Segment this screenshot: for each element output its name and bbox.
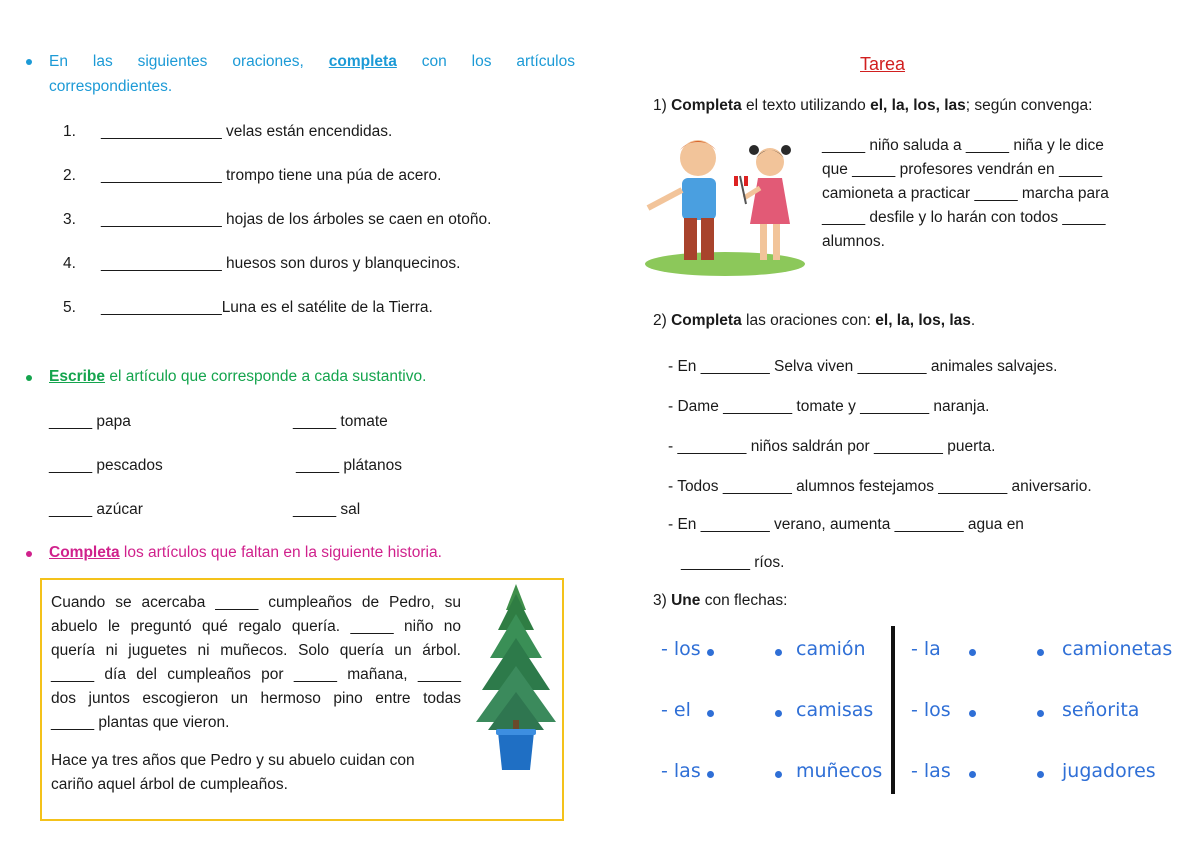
bullet-icon <box>26 551 32 557</box>
section1-instruction: En las siguientes oraciones, completa con los artículos <box>49 53 575 70</box>
match-article: - los <box>911 699 951 721</box>
story-line: cariño aquel árbol de cumpleaños. <box>51 776 288 793</box>
match-noun: señorita <box>1062 699 1140 721</box>
q2-sentence: - En ________ Selva viven ________ animales salvajes. <box>668 358 1058 375</box>
page-title: Tarea <box>860 54 906 74</box>
q1-instruction: 1) Completa el texto utilizando el, la, los, las; según convenga: <box>653 97 1093 114</box>
q2-sentence: - En ________ verano, aumenta ________ agua en <box>668 516 1024 533</box>
q1-text-line: que _____ profesores vendrán en _____ <box>822 161 1103 178</box>
list-item: ______________Luna es el satélite de la Tierra. <box>101 299 433 316</box>
story-line: _____ día del cumpleaños por _____ mañana, _____ <box>51 666 461 683</box>
story-line: quería ni juguetes ni muñecos. Solo quería un árbol. <box>51 642 461 659</box>
item-number: 3. <box>63 211 76 228</box>
q2-sentence: - Todos ________ alumnos festejamos ________ aniversario. <box>668 478 1092 495</box>
word-item: _____ pescados <box>49 457 163 474</box>
list-item: ______________ hojas de los árboles se caen en otoño. <box>101 211 492 228</box>
match-noun: jugadores <box>1062 760 1156 782</box>
story-line: Cuando se acercaba _____ cumpleaños de Pedro, su <box>51 594 461 611</box>
match-dot[interactable] <box>775 710 782 717</box>
children-illustration <box>640 128 810 278</box>
match-article: - los <box>661 638 701 660</box>
section1-instruction-line2: correspondientes. <box>49 78 173 95</box>
list-item: ______________ velas están encendidas. <box>101 123 393 140</box>
match-noun: camisas <box>796 699 874 721</box>
match-dot[interactable] <box>1037 710 1044 717</box>
q2-instruction: 2) Completa las oraciones con: el, la, los, las. <box>653 312 976 329</box>
q1-text-line: _____ desfile y lo harán con todos _____ <box>822 209 1106 226</box>
match-dot[interactable] <box>1037 649 1044 656</box>
match-article: - el <box>661 699 691 721</box>
match-article: - la <box>911 638 941 660</box>
divider-line <box>891 626 895 794</box>
list-item: ______________ trompo tiene una púa de acero. <box>101 167 442 184</box>
word-item: _____ plátanos <box>296 457 403 474</box>
match-dot[interactable] <box>707 710 714 717</box>
match-noun: camionetas <box>1062 638 1173 660</box>
story-line: Hace ya tres años que Pedro y su abuelo cuidan con <box>51 752 415 769</box>
bullet-icon <box>26 375 32 381</box>
word-item: _____ azúcar <box>49 501 143 518</box>
match-noun: muñecos <box>796 760 883 782</box>
match-dot[interactable] <box>707 649 714 656</box>
word-item: _____ papa <box>49 413 131 430</box>
q1-text-line: alumnos. <box>822 233 885 250</box>
match-article: - las <box>911 760 951 782</box>
match-dot[interactable] <box>775 771 782 778</box>
word-item: _____ sal <box>293 501 361 518</box>
story-line: abuelo le preguntó qué regalo quería. _____ niño no <box>51 618 461 635</box>
q1-text-line: _____ niño saluda a _____ niña y le dice <box>822 137 1104 154</box>
item-number: 1. <box>63 123 76 140</box>
q3-instruction: 3) Une con flechas: <box>653 592 788 609</box>
match-noun: camión <box>796 638 866 660</box>
section3-instruction: Completa los artículos que faltan en la siguiente historia. <box>49 544 442 561</box>
section2-instruction: Escribe el artículo que corresponde a cada sustantivo. <box>49 368 427 385</box>
match-dot[interactable] <box>775 649 782 656</box>
q1-text-line: camioneta a practicar _____ marcha para <box>822 185 1109 202</box>
pine-tree-icon <box>468 580 560 775</box>
item-number: 2. <box>63 167 76 184</box>
word-item: _____ tomate <box>293 413 388 430</box>
q2-sentence: - ________ niños saldrán por ________ puerta. <box>668 438 996 455</box>
item-number: 5. <box>63 299 76 316</box>
story-line: dos juntos escogieron un hermoso pino entre todas <box>51 690 461 707</box>
story-line: _____ plantas que vieron. <box>51 714 230 731</box>
story-box <box>40 578 564 821</box>
match-article: - las <box>661 760 701 782</box>
match-dot[interactable] <box>969 771 976 778</box>
list-item: ______________ huesos son duros y blanquecinos. <box>101 255 461 272</box>
bullet-icon <box>26 59 32 65</box>
match-dot[interactable] <box>969 710 976 717</box>
item-number: 4. <box>63 255 76 272</box>
match-dot[interactable] <box>1037 771 1044 778</box>
q2-sentence: ________ ríos. <box>681 554 785 571</box>
q2-sentence: - Dame ________ tomate y ________ naranja. <box>668 398 990 415</box>
match-dot[interactable] <box>707 771 714 778</box>
match-dot[interactable] <box>969 649 976 656</box>
